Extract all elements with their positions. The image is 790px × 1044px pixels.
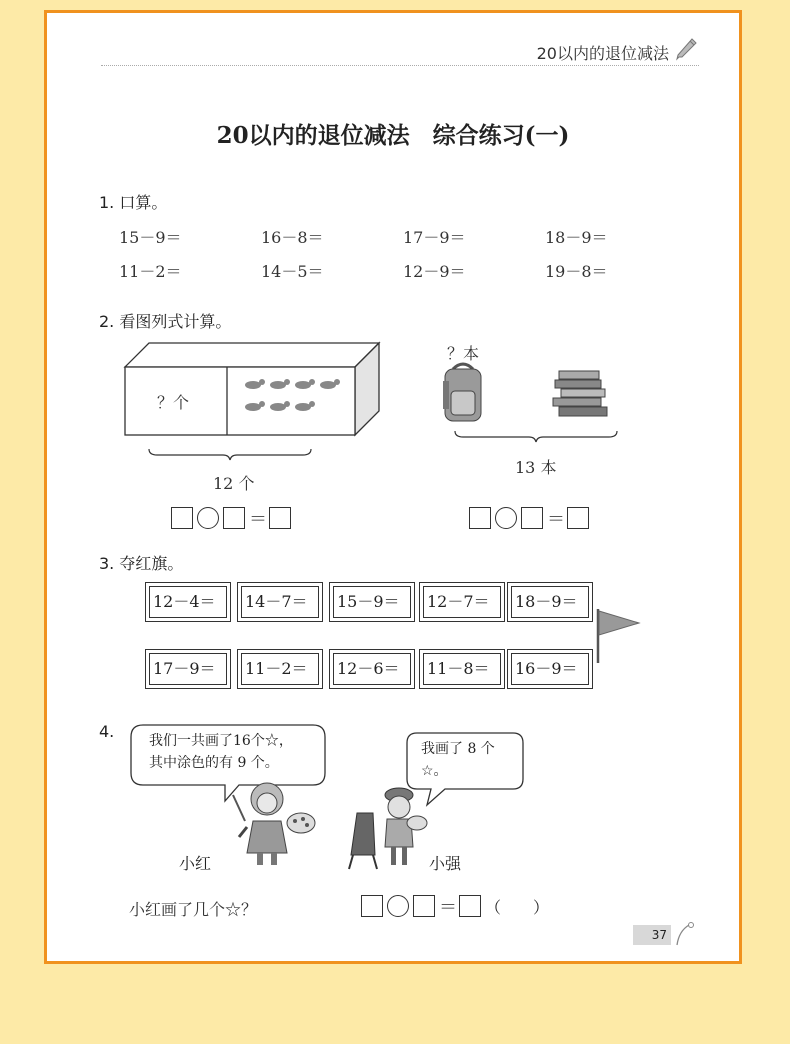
left-equation	[171, 505, 291, 531]
quill-icon	[673, 921, 695, 947]
right-total-label: 13 本	[515, 458, 557, 477]
q1-expr-1: 15－9＝	[119, 228, 182, 247]
operator-circle[interactable]	[387, 895, 409, 917]
equals-sign: ＝	[439, 897, 457, 918]
toy-box-illustration	[123, 339, 381, 439]
flag-cell[interactable]: 12－4＝	[145, 582, 231, 622]
q1-expr-6: 14－5＝	[261, 262, 324, 281]
flag-cell[interactable]: 14－7＝	[237, 582, 323, 622]
flag-cell[interactable]: 17－9＝	[145, 649, 231, 689]
q4-equation	[361, 893, 549, 919]
equals-sign: ＝	[547, 509, 565, 530]
q3-label: 3. 夺红旗。	[99, 554, 184, 573]
flag-cell[interactable]: 15－9＝	[329, 582, 415, 622]
answer-box[interactable]	[171, 507, 193, 529]
name-xiaoqiang: 小强	[429, 854, 462, 873]
answer-box[interactable]	[469, 507, 491, 529]
box-unknown-label: ？个	[157, 393, 190, 412]
q1-expr-5: 11－2＝	[119, 262, 182, 281]
flag-cell[interactable]: 12－6＝	[329, 649, 415, 689]
q4-label: 4.	[99, 722, 115, 741]
book-stack-icon	[551, 369, 611, 419]
left-total-label: 12 个	[213, 474, 255, 493]
flag-cell[interactable]: 12－7＝	[419, 582, 505, 622]
answer-box[interactable]	[269, 507, 291, 529]
q1-expr-8: 19－8＝	[545, 262, 608, 281]
backpack-icon	[439, 361, 487, 425]
q1-expr-3: 17－9＝	[403, 228, 466, 247]
page-title: 20以内的退位减法 综合练习(一)	[216, 122, 570, 149]
right-equation	[469, 505, 589, 531]
page-number: 37	[633, 925, 671, 945]
header-title: 20以内的退位减法	[536, 44, 669, 63]
q2-label: 2. 看图列式计算。	[99, 312, 232, 331]
q1-expr-7: 12－9＝	[403, 262, 466, 281]
pencil-icon	[673, 35, 699, 61]
name-xiaohong: 小红	[179, 854, 212, 873]
workbook-page	[44, 10, 742, 964]
left-bubble-line-1: 我们一共画了16个☆，	[149, 733, 293, 749]
flag-cell[interactable]: 18－9＝	[507, 582, 593, 622]
q1-expr-2: 16－8＝	[261, 228, 324, 247]
answer-box[interactable]	[567, 507, 589, 529]
right-bubble-line-2: ☆。	[421, 763, 448, 779]
operator-circle[interactable]	[197, 507, 219, 529]
flag-cell[interactable]: 16－9＝	[507, 649, 593, 689]
answer-box[interactable]	[521, 507, 543, 529]
flag-cell[interactable]: 11－8＝	[419, 649, 505, 689]
flag-cell[interactable]: 11－2＝	[237, 649, 323, 689]
right-bubble-line-1: 我画了 8 个	[421, 741, 495, 757]
red-flag-icon	[595, 607, 641, 665]
operator-circle[interactable]	[495, 507, 517, 529]
answer-box[interactable]	[361, 895, 383, 917]
q1-expr-4: 18－9＝	[545, 228, 608, 247]
left-brace	[147, 447, 313, 461]
books-unknown-label: ？本	[447, 344, 480, 363]
q4-question: 小红画了几个☆？	[129, 900, 258, 919]
boy-painter-illustration	[347, 785, 431, 871]
unit-parentheses[interactable]: （ ）	[485, 897, 550, 917]
answer-box[interactable]	[223, 507, 245, 529]
girl-painter-illustration	[229, 777, 319, 869]
q1-label: 1. 口算。	[99, 193, 168, 212]
answer-box[interactable]	[459, 895, 481, 917]
left-bubble-line-2: 其中涂色的有 9 个。	[149, 755, 279, 771]
equals-sign: ＝	[249, 509, 267, 530]
right-brace	[453, 429, 619, 443]
header-divider	[101, 65, 699, 66]
answer-box[interactable]	[413, 895, 435, 917]
